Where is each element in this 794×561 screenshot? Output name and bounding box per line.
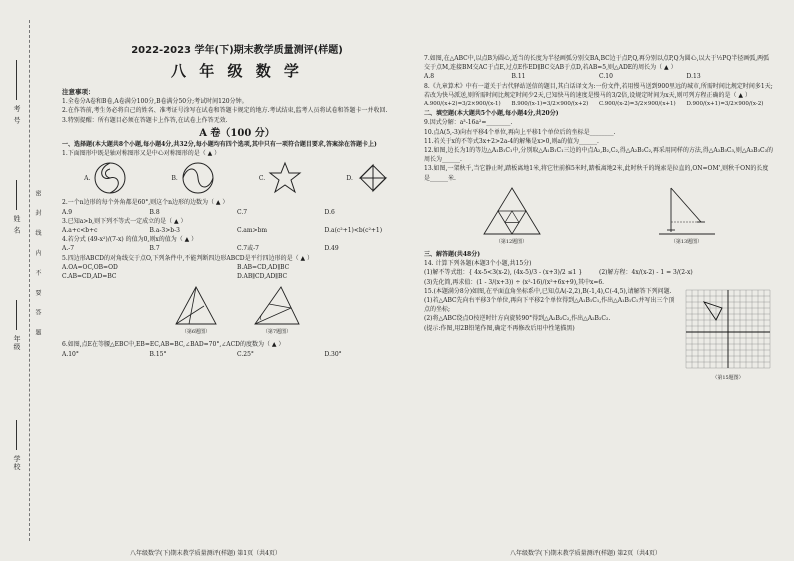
binding-gutter — [0, 0, 60, 561]
option-b: B.8 — [149, 208, 160, 216]
option-a: A.8 — [424, 73, 435, 81]
seal-warning: 密 封 线 内 不 要 答 题 — [34, 190, 41, 342]
option-c: C.AB=CD,AD=BC — [62, 273, 117, 281]
option-a: A.900/(x+2)=3/2×900/(x-1) — [424, 101, 501, 108]
school-label: 学校 — [13, 455, 21, 471]
question-10 — [424, 128, 774, 137]
part1-heading: 一、选择题(本大题共8个小题,每小题4分,共32分,每小题均有四个选项,其中只有一项符合题目要求,答案涂在答题卡上) — [62, 141, 377, 149]
q1-option-b-label: B. — [171, 174, 178, 182]
q4-options — [62, 244, 412, 253]
spiral-figure-icon — [93, 161, 127, 195]
q1-option-d-label: D. — [346, 174, 353, 182]
notice-item: 3.特别提醒：所有题目必须在答题卡上作答,在试卷上作答无效. — [62, 116, 228, 124]
notice-item: 1.全卷分A卷和B卷,A卷满分100分,B卷满分50分;考试时间120分钟。 — [62, 98, 248, 106]
option-a: A.a+c<b+c — [62, 227, 98, 235]
option-b: B.7 — [149, 245, 160, 253]
q2-options — [62, 208, 412, 217]
q11-text: 11.若关于x的不等式3x+2>2a-4的解集是x>0,则a的值为 — [424, 137, 579, 145]
figure-6-caption: （第6题图） — [181, 329, 211, 336]
q7-options — [424, 72, 774, 81]
option-c: C.7 — [237, 208, 248, 216]
answer-blank: ________. — [486, 119, 513, 127]
q12-text: 12.如图,边长为1的等边△A₁B₁C₁中,分别取△A₁B₁C₁三边的中点A₂,B₂,C₂,得△A₂B₂C₂,再采用同样的方法,得△A₃B₃C₃,则△A₃B₃C₃的周长为 — [424, 147, 773, 164]
question-3: 3.已知a>b,则下列不等式一定成立的是（ ▲ ） — [62, 217, 187, 225]
name-label: 姓 名 — [13, 215, 21, 235]
exam-no-line — [16, 60, 17, 100]
swing-figure-icon — [657, 186, 717, 238]
question-5: 5.四边形ABCD的对角线交于点O,下列条件中,不能判断四边形ABCD是平行四边形的是（ ▲ ） — [62, 254, 314, 262]
option-c: C.10 — [599, 73, 613, 81]
figure-12-caption: （第12题图） — [495, 238, 528, 245]
question-4: 4.若分式 (49-x²)/(7-x) 的值为0,则x的值为（ ▲ ） — [62, 236, 198, 244]
q15-part-2: (2)将△ABC绕点O按逆时针方向旋转90°得到△A₂B₂C₂,作出△A₂B₂C₂. — [424, 315, 611, 323]
option-b: B.a-3>b-3 — [149, 227, 180, 235]
q5-options-row2 — [62, 272, 412, 281]
option-a: A.-7 — [62, 245, 75, 253]
q6-options — [62, 350, 412, 359]
q15-part-1: (1)若△ABC先向右平移3个单位,再向下平移2个单位得到△A₁B₁C₁,作出△A₁B₁C₁并写出三个顶点的坐标; — [424, 297, 675, 314]
option-d: D.a(c²+1)<b(c²+1) — [324, 227, 383, 235]
q14-part-1: (1)解不等式组：{ 4x-5<3(x-2), (4x-5)/3 - (x+3)/2 ≤1 } — [424, 269, 583, 277]
option-d: D.AB∥CD,AD∥BC — [237, 273, 288, 281]
question-2: 2.一个n边形的每个外角都是60°,则这个n边形的边数为（ ▲ ） — [62, 199, 229, 207]
triangle-abc — [704, 302, 722, 320]
question-7: 7.如图,在△ABC中,以点B为圆心,适当的长度为半径画弧分别交BA,BC边于点P,Q,再分别以点P,Q为圆心,以大于½PQ半径画弧,两弧交于点M,连接BM交AC于点E,过点E作ED∥BC交AB于点D,若AB=5,则△ADE的周长为（ ▲ ） — [424, 55, 770, 72]
option-c: C.900/(x-2)=3/2×900/(x+1) — [599, 101, 676, 108]
nested-triangles-figure-icon — [482, 186, 542, 238]
star-figure-icon — [268, 161, 302, 195]
answer-blank: ______. — [578, 137, 599, 145]
question-6: 6.如图,点E在等腰△EBC中,EB=EC,AB=BC,∠BAD=70°,∠ACD的度数为（ ▲ ） — [62, 341, 285, 349]
question-9 — [424, 118, 774, 127]
option-d: D.13 — [686, 73, 701, 81]
option-c: C.25° — [237, 350, 254, 358]
part3-heading: 三、解答题(共48分) — [424, 251, 481, 259]
triangle-figure-6-icon — [171, 284, 221, 328]
triangle-figure-7-icon — [251, 284, 303, 328]
name-line — [16, 180, 17, 210]
question-8: 8.《九章算术》中有一道关于古代驿站送信的题目,其白话译文为:一份文件,若用慢马送到900里远的城市,所需时间比规定时间多1天;若改为快马派送,则所需时间比规定时间少2天,已知快马的速度是慢马的3/2倍,设规定时间为x天,则可列方程正确的是（ ▲ ） — [424, 82, 773, 99]
q15-figure — [682, 287, 774, 383]
question-14: 14. 计算下列各题(本题3个小题,共15分) — [424, 260, 532, 268]
class-line — [16, 300, 17, 330]
section-a-heading: A 卷（100 分） — [199, 127, 275, 139]
q8-options — [424, 100, 774, 109]
question-12 — [424, 146, 774, 164]
seal-dashed-line — [29, 20, 30, 541]
school-line — [16, 420, 17, 450]
coordinate-grid-icon — [683, 287, 773, 371]
q1-option-c-label: C. — [258, 174, 266, 182]
option-b: B.15° — [149, 350, 167, 358]
option-c: C.7或-7 — [237, 245, 259, 253]
answer-blank: ______ — [430, 174, 449, 182]
part2-heading: 二、填空题(本大题共5个小题,每小题4分,共20分) — [424, 110, 559, 118]
q10-text: 10.点A(5,-3)向右平移4个单位,再向上平移1个单位后的坐标是 — [424, 128, 590, 136]
option-a: A.OA=OC,OB=OD — [62, 263, 118, 271]
footer-right: 八年级数学(下)期末教学质量测评(样题) 第2页（共4页） — [510, 550, 661, 557]
q14-part-2: (2)解方程：4x/(x-2) - 1 = 3/(2-x) — [599, 269, 693, 277]
q5-options-row1 — [62, 263, 412, 272]
option-c: C.am>bm — [237, 227, 268, 235]
figure-15-caption: （第15题图） — [712, 375, 744, 382]
exam-subject: 八 年 级 数 学 — [171, 62, 303, 80]
q13-unit: 米. — [448, 174, 456, 182]
option-a: A.10° — [62, 350, 79, 358]
q14-part-3: (3)先化简,再求值：(1 - 3/(x+3)) ÷ (x²-16)/(x²+6x+9),其中x=6. — [424, 278, 605, 286]
page-2 — [424, 54, 774, 383]
q3-options — [62, 226, 412, 235]
option-d: D.900/(x+1)=3/2×900/(x-2) — [686, 101, 764, 108]
q1-figures — [62, 161, 412, 195]
question-15: 15.(本题满分8分)如图,在平面直角坐标系中,已知点A(-2,2),B(-1,4),C(-4,5),请解答下列问题. — [424, 287, 672, 295]
pinwheel-figure-icon — [356, 161, 390, 195]
class-label: 年级 — [13, 335, 21, 351]
answer-blank: ______. — [442, 156, 462, 164]
q15-hint: (提示:作图,用2B铅笔作图,确定不再修改后用中性笔描黑) — [424, 324, 575, 332]
notice-heading: 注意事项： — [62, 88, 95, 96]
figure-13-caption: （第13题图） — [670, 238, 703, 245]
q12-q13-figures — [424, 186, 774, 247]
option-b: B.900/(x-1)=3/2×900/(x+2) — [511, 101, 589, 108]
option-b: B.11 — [511, 73, 526, 81]
page-1 — [62, 44, 412, 359]
question-11 — [424, 137, 774, 146]
exam-no-label: 考 号 — [13, 105, 21, 125]
q13-text: 13.如图,一架秋千,当它静止时,踏板离地1米,将它往前推5米时,踏板离地2米,此时秋千的绳索是拉直的,ON=OM',则秋千ON的长度是 — [424, 165, 769, 182]
option-d: D.49 — [324, 245, 339, 253]
question-13 — [424, 164, 774, 182]
notice-item: 2.在作答前,考生务必将自己的姓名、准考证号涂写在试卷和答题卡规定的地方.考试结束,监考人员将试卷和答题卡一并收回. — [62, 107, 388, 115]
q14-parts-row — [424, 268, 774, 277]
q15-block — [424, 287, 774, 383]
option-b: B.AB=CD,AD∥BC — [237, 263, 290, 271]
answer-blank: ________. — [589, 128, 616, 136]
taiji-figure-icon — [181, 161, 215, 195]
q9-text: 9.因式分解：a³-16a²= — [424, 119, 487, 127]
exam-title: 2022-2023 学年(下)期末教学质量测评(样题) — [131, 45, 343, 56]
option-d: D.6 — [324, 208, 335, 216]
option-d: D.30° — [324, 350, 342, 358]
figure-7-caption: （第7题图） — [262, 329, 292, 336]
option-a: A.9 — [62, 208, 73, 216]
question-1: 1.下面图形中既是轴对称图形又是中心对称图形的是（ ▲ ） — [62, 150, 221, 158]
q6-q7-figures — [62, 284, 412, 337]
q1-option-a-label: A. — [84, 174, 91, 182]
footer-left: 八年级数学(下)期末教学质量测评(样题) 第1页（共4页） — [130, 550, 281, 557]
